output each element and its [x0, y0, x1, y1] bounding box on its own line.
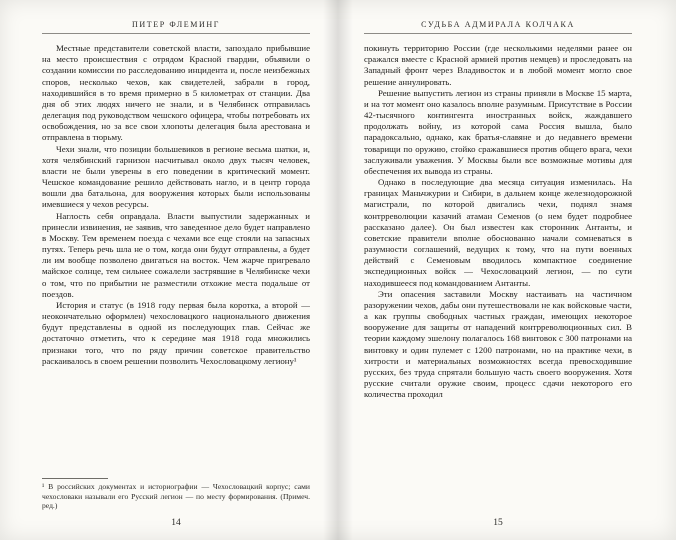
- paragraph: покинуть территорию России (где несколькими неделями ранее он сражался вместе с Красной армией против немцев) и проследовать на Западный фронт через Владивосток и в любой момент могло свое решение аннулировать.: [364, 43, 632, 87]
- paragraph: Наглость себя оправдала. Власти выпустили задержанных и принесли извинения, не заявив, что заведенное дело будет направлено в Москву. Тем временем поезда с чехами все еще стояли на запасных путях. Теперь речь шла не о том, когда они будут отправлены, а будет ли им вообще позволено двигаться на восток. Чем жарче пригревало майское солнце, тем сильнее сожалели застрявшие в Челябинске чехи о том, что по прибытии не разместили отхожие места подальше от поездов.: [42, 210, 310, 299]
- footnote: ¹ В российских документах и историографии — Чехословацкий корпус; сами чехословаки называли его Русский легион — по месту формирования. (Примеч. ред.): [42, 481, 310, 511]
- footnote-block: [42, 478, 310, 511]
- paragraph: Эти опасения заставили Москву настаивать на частичном разоружении чехов, дабы они путешествовали не как войсковые части, а как группы свободных частных граждан, имеющих некоторое вооружение для защиты от нападений контрреволюционных сил. В теории каждому эшелону полагалось 168 винтовок с 300 патронами на винтовку и один пулемет с 1200 патронами, но на практике чехи, в хитрости и материальных возможностях всегда превосходившие русских, без труда спрятали большую часть своего вооружения. Хотя русские считали оружие своим, процесс сдачи некоторого его количества проходил: [364, 288, 632, 400]
- page-number-right: 15: [493, 518, 503, 528]
- right-page-text: [364, 43, 632, 511]
- paragraph: Решение выпустить легион из страны приняли в Москве 15 марта, и на тот момент оно казалось вполне разумным. Присутствие в России 42-тысячного контингента иностранных войск, жаждавшего продолжать войну, из которой сама Россия вышла, было парадоксально, однако, как братья-славяне и до недавнего времени товарищи по оружию, стойко сражавшиеся против общего врага, чехи заслуживали уважения. У Москвы были все возможные мотивы для обеспечения их вывода из страны.: [364, 87, 632, 176]
- paragraph: История и статус (в 1918 году первая была коротка, а второй — неокончательно оформлен) чехословацкого национального движения будут представлены в одной из последующих глав. Сейчас же достаточно отметить, что к середине мая 1918 года множились признаки того, что по ряду причин советское правительство раскаивалось в своем решении позволить Чехословацкому легиону¹: [42, 299, 310, 366]
- page-number-left: 14: [171, 518, 181, 528]
- running-header-author: ПИТЕР ФЛЕМИНГ: [42, 20, 310, 34]
- paragraph: Однако в последующие два месяца ситуация изменилась. На границах Маньчжурии и Сибири, в дальнем конце железнодорожной магистрали, по которой двигались чехи, поднял знамя контрреволюции казачий атаман Семенов (о нем будет подробнее рассказано далее). Он был известен как сторонник Антанты, и советские правители вполне обоснованно начали сомневаться в разумности соглашений, ведущих к тому, что на пути военных действий с Семеновым вводилось компактное соединение экспедиционных войск — Чехословацкий легион, — по сути находившееся под командованием Антанты.: [364, 177, 632, 288]
- running-header-title: СУДЬБА АДМИРАЛА КОЛЧАКА: [364, 20, 632, 34]
- footnote-separator: [42, 478, 108, 479]
- paragraph: Чехи знали, что позиции большевиков в регионе весьма шатки, и, хотя челябинский гарнизон насчитывал около двух тысяч человек, власти не были уверены в его поведении в критический момент. Чешское командование решило действовать нагло, и в центр города вошли два батальона, для вооружения которых были использованы имевшиеся у чехов ресурсы.: [42, 143, 310, 210]
- right-page: [338, 0, 676, 540]
- paragraph: Местные представители советской власти, запоздало прибывшие на место происшествия с отрядом Красной гвардии, объявили о создании комиссии по расследованию инцидента и, после неизбежных споров, несколько чехов, как свидетелей, забрали в город, находившийся в то время примерно в 5 километрах от станции. Два дня об этих людях ничего не знали, и в Челябинск отправилась делегация под руководством чешского офицера, чтобы потребовать их освобождения, но за все свои хлопоты делегация была арестована и отправлена в тюрьму.: [42, 43, 310, 143]
- left-page-text: [42, 43, 310, 471]
